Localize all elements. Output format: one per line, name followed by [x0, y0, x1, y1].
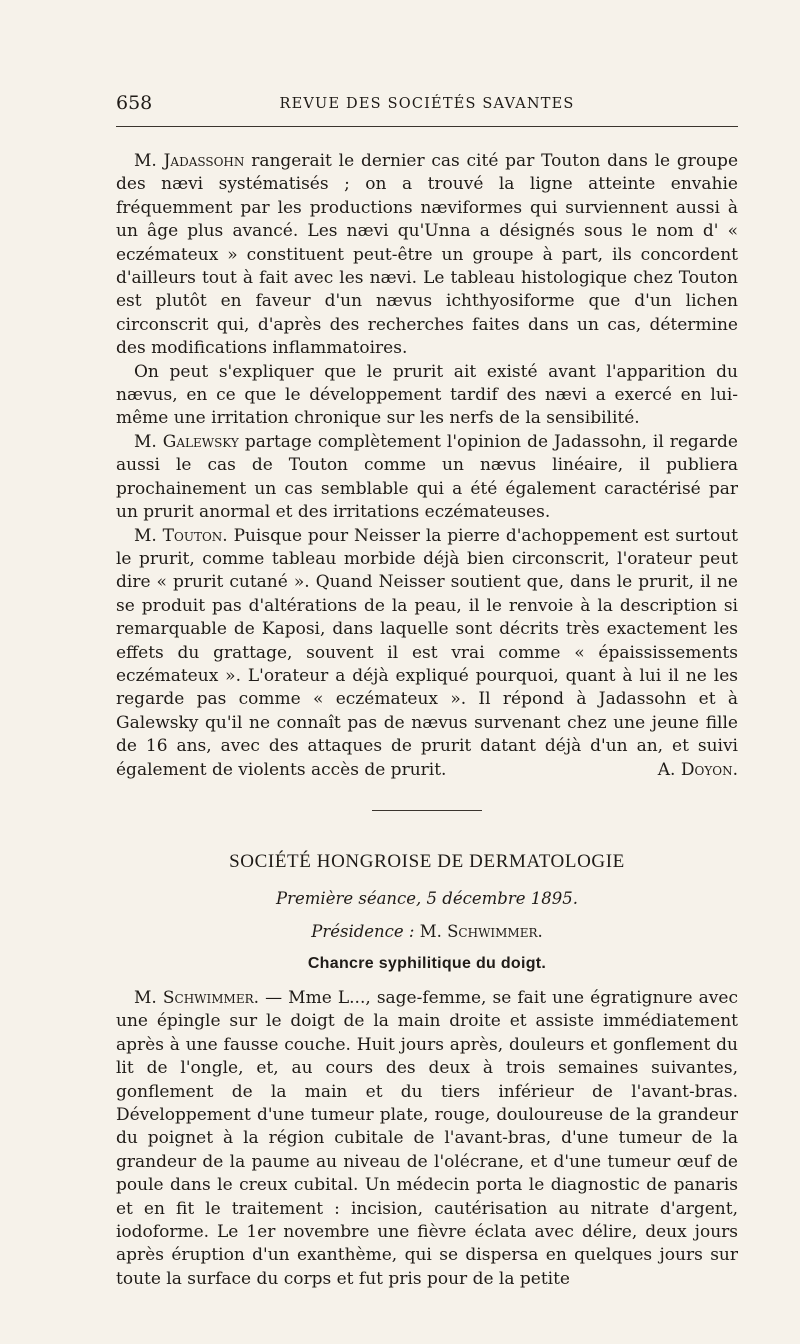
paragraph-text: partage complètement l'opinion de Jadassohn, il regarde aussi le cas de Touton comme un nævus linéaire, il publiera prochainement un cas semblable qui a été également caractérisé par un prurit anormal et des irritations eczémateuses.: [116, 431, 738, 523]
speaker-name: M. Touton.: [134, 525, 228, 546]
presidence-line: [116, 922, 738, 941]
case-section: [116, 987, 738, 1291]
paragraph-jadassohn: [116, 150, 738, 361]
speaker-name: M. Schwimmer.: [134, 987, 260, 1008]
page-number: 658: [116, 92, 153, 114]
case-title: Chancre syphilitique du doigt.: [307, 954, 547, 972]
paragraph-text: — Mme L..., sage-femme, se fait une égratignure avec une épingle sur le doigt de la main droite et assiste immédiatement après à une fausse couche. Huit jours après, douleurs et gonflement du lit de l'ongle, et, au cours des deux à trois semaines suivantes, gonflement de la main et du tiers inférieur de l'avant-bras. Développement d'une tumeur plate, rouge, douloureuse de la grandeur du poignet à la région cubitale de l'avant-bras, d'une tumeur de la grandeur de la paume au niveau de l'olécrane, et d'une tumeur œuf de poule dans le creux cubital. Un médecin porta le diagnostic de panaris et en fit le traitement : incision, cautérisation au nitrate d'argent, iodoforme. Le 1er novembre une fièvre éclata avec délire, deux jours après éruption d'un exanthème, qui se dispersa en quelques jours sur toute la surface du corps et fut pris pour de la petite: [116, 987, 738, 1289]
paragraph-text: Puisque pour Neisser la pierre d'achoppement est surtout le prurit, comme tableau morbide déjà bien circonscrit, l'orateur peut dire « prurit cutané ». Quand Neisser soutient que, dans le prurit, il ne se produit pas d'altérations de la peau, il le renvoie à la description si remarquable de Kaposi, dans laquelle sont décrits très exactement les effets du grattage, souvent il est vrai comme « épaississements eczémateux ». L'orateur a déjà expliqué pourquoi, quant à lui il ne les regarde pas comme « eczémateux ». Il répond à Jadassohn et à Galewsky qu'il ne connaît pas de nævus survenant chez une jeune fille de 16 ans, avec des attaques de prurit datant déjà d'un an, et suivi également de violents accès de prurit.: [116, 525, 738, 780]
running-title: REVUE DES SOCIÉTÉS SAVANTES: [279, 96, 575, 112]
presidence-name: M. Schwimmer.: [419, 921, 543, 941]
paragraph-touton: [116, 525, 738, 782]
article-body: [116, 150, 738, 1291]
speaker-name: M. Jadassohn: [134, 151, 245, 171]
paragraph-prurit: On peut s'expliquer que le prurit ait existé avant l'apparition du nævus, en ce que le développement tardif des nævi a exercé en lui-même une irritation chronique sur les nerfs de la sensibilité.: [116, 361, 738, 429]
page-header: [116, 92, 738, 118]
speaker-name: M. Galewsky: [134, 431, 239, 452]
presidence-label: Présidence :: [311, 921, 415, 941]
society-title: SOCIÉTÉ HONGROISE DE DERMATOLOGIE: [229, 850, 625, 872]
paragraph-text: rangerait le dernier cas cité par Touton dans le groupe des nævi systématisés ; on a trouvé la ligne atteinte envahie fréquemment par les productions næviformes qui surviennent aussi à un âge plus avancé. Les nævi qu'Unna a désignés sous le nom d' « eczémateux » constituent peut-être un groupe à part, ils concordent d'ailleurs tout à fait avec les nævi. Le tableau histologique chez Touton est plutôt en faveur d'un nævus ichthyosiforme que d'un lichen circonscrit qui, d'après des recherches faites dans un cas, détermine des modifications inflammatoires.: [116, 151, 739, 359]
section-separator: [372, 810, 482, 811]
signature-name: A. Doyon.: [657, 759, 738, 780]
session-date: Première séance, 5 décembre 1895.: [276, 888, 578, 908]
paragraph-schwimmer: [116, 987, 738, 1291]
paragraph-galewsky: [116, 431, 738, 525]
header-rule: [116, 126, 738, 127]
